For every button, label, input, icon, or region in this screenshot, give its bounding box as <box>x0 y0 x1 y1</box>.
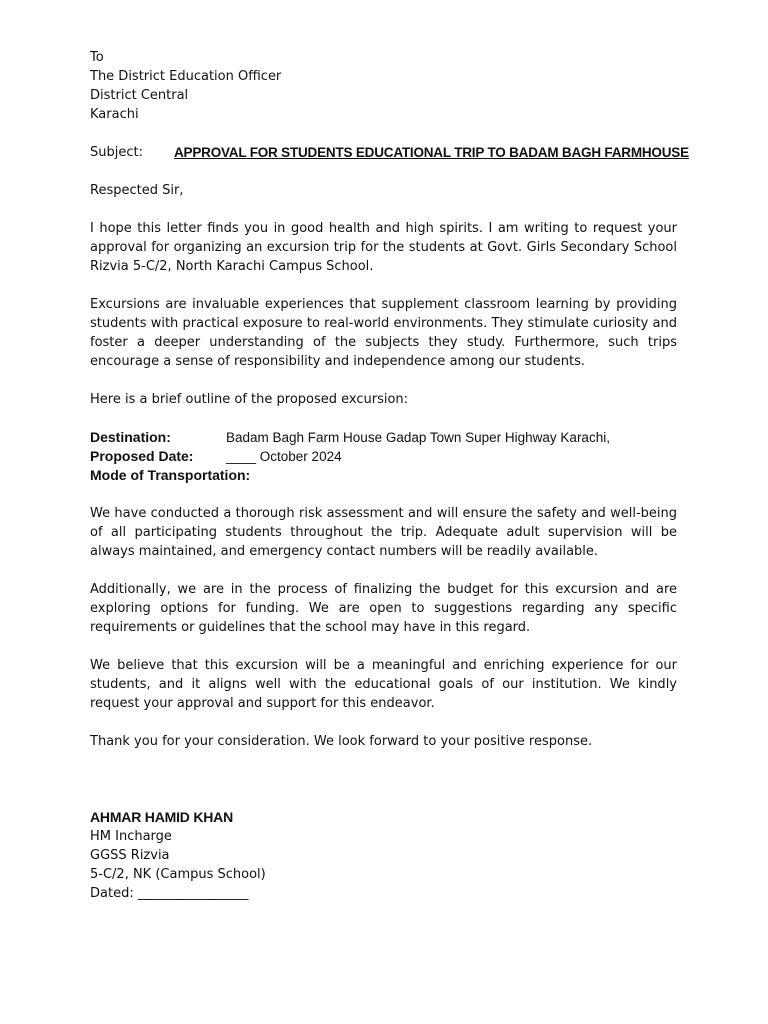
signatory-name: AHMAR HAMID KHAN <box>90 809 234 825</box>
signatory-designation: HM Incharge <box>90 829 172 844</box>
signatory-dated: Dated: _________________ <box>90 886 249 901</box>
transportation-label: Mode of Transportation: <box>90 467 251 483</box>
recipient-to: To <box>90 50 104 65</box>
destination-value: Badam Bagh Farm House Gadap Town Super Highway Karachi, <box>226 430 610 445</box>
excursion-details <box>90 428 677 485</box>
subject-text: APPROVAL FOR STUDENTS EDUCATIONAL TRIP TO BADAM BAGH FARMHOUSE <box>174 145 689 160</box>
paragraph-intro: I hope this letter finds you in good health and high spirits. I am writing to request your approval for organizing an excursion trip for the students at Govt. Girls Secondary School Rizvia 5-C/2, North Karachi Campus School. <box>90 221 677 274</box>
subject-line <box>90 143 689 162</box>
subject-label: Subject: <box>90 145 143 160</box>
destination-label: Destination: <box>90 429 171 445</box>
signature-block <box>90 808 677 903</box>
paragraph-benefits: Excursions are invaluable experiences that supplement classroom learning by providing students with practical exposure to real-world environments. They stimulate curiosity and foster a deeper understanding of the subjects they study. Furthermore, such trips encourage a sense of responsibility and independence among our students. <box>90 297 677 369</box>
proposed-date-row <box>90 447 677 466</box>
recipient-district: District Central <box>90 88 189 103</box>
recipient-city: Karachi <box>90 107 139 122</box>
paragraph-outline: Here is a brief outline of the proposed excursion: <box>90 392 409 407</box>
signatory-address: 5-C/2, NK (Campus School) <box>90 867 266 882</box>
paragraph-budget: Additionally, we are in the process of finalizing the budget for this excursion and are exploring options for funding. We are open to suggestions regarding any specific requirements or guidelines that the school may have in this regard. <box>90 582 677 635</box>
paragraph-safety: We have conducted a thorough risk assessment and will ensure the safety and well-being of all participating students throughout the trip. Adequate adult supervision will be always maintained, and emergency contact numbers will be readily available. <box>90 506 677 559</box>
proposed-date-value: ____ October 2024 <box>226 449 342 464</box>
salutation: Respected Sir, <box>90 183 184 198</box>
transportation-row <box>90 466 677 485</box>
paragraph-closing: Thank you for your consideration. We look forward to your positive response. <box>90 734 593 749</box>
proposed-date-label: Proposed Date: <box>90 448 194 464</box>
recipient-block <box>90 48 677 124</box>
letter-body <box>90 48 689 903</box>
recipient-title: The District Education Officer <box>90 69 282 84</box>
signatory-school: GGSS Rizvia <box>90 848 170 863</box>
destination-row <box>90 428 677 447</box>
paragraph-belief: We believe that this excursion will be a meaningful and enriching experience for our students, and it aligns well with the educational goals of our institution. We kindly request your approval and support for this endeavor. <box>90 658 677 711</box>
